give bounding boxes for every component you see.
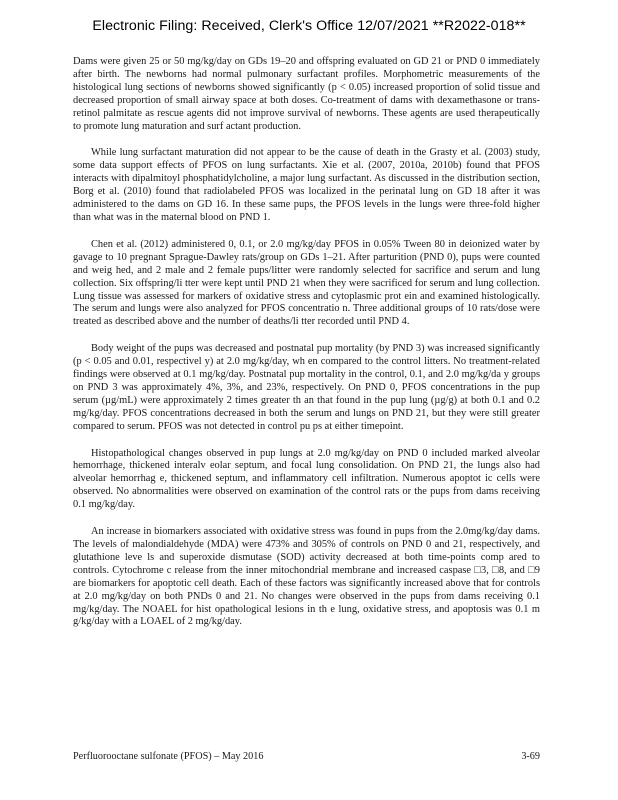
paragraph-lung-surfactant: While lung surfactant maturation did not appear to be the cause of death in the Grasty et al. (2003) study, some data support effects of PFOS on lung surfactants. Xie et al. (2007, 2010a, 2010b) found that PFOS interacts with dipalmitoyl phosphatidylcholine, a major lung surfactant. As discussed in the distribution section, Borg et al. (2010) found that radiolabeled PFOS was localized in the perinatal lung on GD 18 after it was administered to the dams on GD 16. In these same pups, the PFOS levels in the lungs were three-fold higher than what was in the maternal blood on PND 1. bbox=[73, 147, 540, 223]
filing-header: Electronic Filing: Received, Clerk's Office 12/07/2021 **R2022-018** bbox=[92, 18, 526, 34]
paragraph-dosing-results: Dams were given 25 or 50 mg/kg/day on GDs 19–20 and offspring evaluated on GD 21 or PND 0 immediately after birth. The newborns had normal pulmonary surfactant profiles. Morphometric measurements of the histological lung sections of newborns showed significantly (p < 0.05) increased proportion of solid tissue and decreased proportion of small airway space at both doses. Co-treatment of dams with dexamethasone or trans-retinol palmitate as rescue agents did not improve survival of newborns. These agents are used therapeutically to promote lung maturation and surf actant production. bbox=[73, 56, 540, 132]
paragraph-oxidative-stress: An increase in biomarkers associated with oxidative stress was found in pups from the 2.0mg/kg/day dams. The levels of malondialdehyde (MDA) were 473% and 305% of controls on PND 0 and 21, respectively, and glutathione leve ls and superoxide dismutase (SOD) activity decreased at both time-points comp ared to controls. Cytochrome c release from the inner mitochondrial membrane and increased caspase □3, □8, and □9 are biomarkers for apoptotic cell death. Each of these factors was significantly increased above that for controls at 2.0 mg/kg/day on both PNDs 0 and 21. No changes were observed in the pups from dams receiving 0.1 mg/kg/day. The NOAEL for hist opathological lesions in th e lung, oxidative stress, and apoptosis was 0.1 m g/kg/day with a LOAEL of 2 mg/kg/day. bbox=[73, 526, 540, 628]
footer-page-number: 3-69 bbox=[521, 751, 540, 762]
paragraph-body-weight-mortality: Body weight of the pups was decreased and postnatal pup mortality (by PND 3) was increased significantly (p < 0.05 and 0.01, respectivel y) at 2.0 mg/kg/day, wh en compared to the control litters. No treatment-related findings were observed at 0.1 mg/kg/day. Postnatal pup mortality in the control, 0.1, and 2.0 mg/kg/da y groups on PND 3 was approximately 4%, 3%, and 23%, respectively. On PND 0, PFOS concentrations in the pup serum (µg/mL) were approximately 2 times greater th an that found in the pup lung (µg/g) at both 0.1 and 0.2 mg/kg/day. PFOS concentrations decreased in both the serum and lungs on PND 21, but they were still greater compared to serum. PFOS was not detected in control pu ps at either timepoint. bbox=[73, 343, 540, 432]
document-body bbox=[73, 56, 540, 643]
paragraph-chen-study-design: Chen et al. (2012) administered 0, 0.1, or 2.0 mg/kg/day PFOS in 0.05% Tween 80 in deionized water by gavage to 10 pregnant Sprague-Dawley rats/group on GDs 1–21. After parturition (PND 0), pups were counted and weig hed, and 2 male and 2 female pups/litter were randomly selected for sacrifice and serum and lung collection. Six offspring/li tter were kept until PND 21 when they were sacrificed for serum and lung collection. Lung tissue was assessed for markers of oxidative stress and cytoplasmic prot ein and examined histologically. The serum and lungs were also analyzed for PFOS concentratio n. Three additional groups of 10 rats/dose were treated as described above and the number of deaths/li tter recorded until PND 4. bbox=[73, 238, 540, 328]
page-footer bbox=[73, 751, 540, 762]
paragraph-histopathology: Histopathological changes observed in pup lungs at 2.0 mg/kg/day on PND 0 included marked alveolar hemorrhage, thickened interalv eolar septum, and focal lung consolidation. On PND 21, the lungs also had alveolar hemorrhag e, thickened septum, and inflammatory cell infiltration. Numerous apoptot ic cells were observed. No abnormalities were observed on examination of the control rats or the pups from dams receiving 0.1 mg/kg/day. bbox=[73, 447, 540, 511]
footer-document-title: Perfluorooctane sulfonate (PFOS) – May 2016 bbox=[73, 751, 264, 762]
